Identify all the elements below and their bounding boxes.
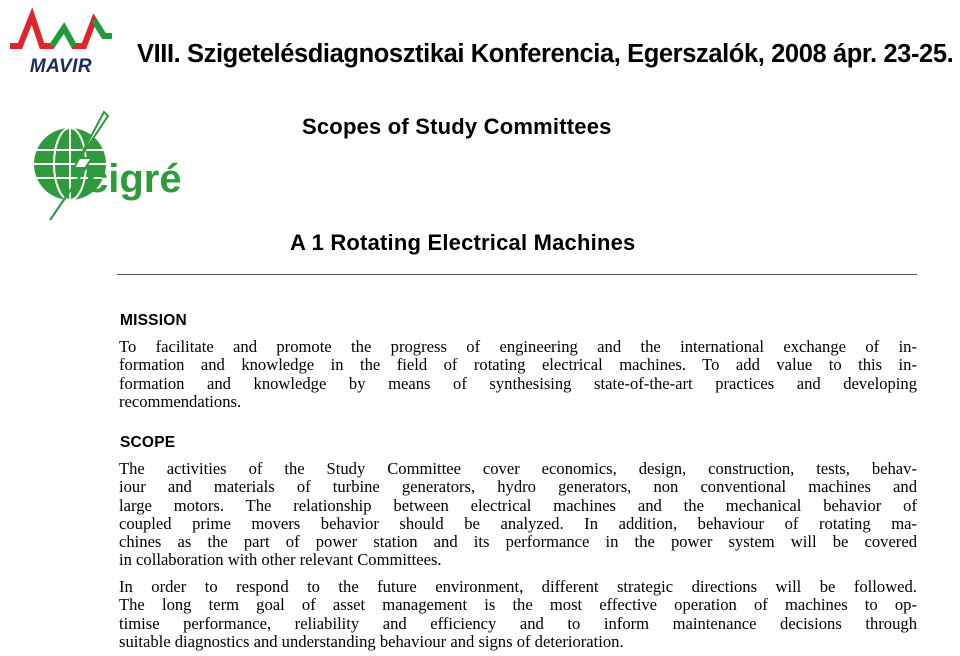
scope-paragraph-2 bbox=[119, 578, 917, 651]
paragraph-line: in collaboration with other relevant Committees. bbox=[119, 550, 442, 570]
paragraph-line: formation and knowledge in the field of rotating electrical machines. To add value to this in- bbox=[119, 355, 917, 375]
divider bbox=[117, 274, 917, 275]
mavir-logo-text: MAVIR bbox=[29, 56, 93, 77]
paragraph-line: coupled prime movers behavior should be analyzed. In addition, behaviour of rotating ma- bbox=[119, 513, 917, 533]
mission-heading: MISSION bbox=[120, 312, 187, 329]
paragraph-line: iour and materials of turbine generators, hydro generators, non conventional machines and bbox=[119, 477, 917, 497]
document-title: Scopes of Study Committees bbox=[302, 114, 612, 139]
scope-heading: SCOPE bbox=[120, 434, 176, 451]
paragraph-line: To facilitate and promote the progress of engineering and the international exchange of in- bbox=[119, 337, 917, 356]
paragraph-line: suitable diagnostics and understanding behaviour and signs of deterioration. bbox=[119, 631, 624, 651]
paragraph-line: formation and knowledge by means of synthesising state-of-the-art practices and developing bbox=[119, 373, 917, 393]
paragraph-line: The long term goal of asset management is the most effective operation of machines to op- bbox=[119, 595, 917, 615]
paragraph-line: chines as the part of power station and its performance in the power system will be covered bbox=[119, 532, 917, 552]
paragraph-line: timise performance, reliability and efficiency and to inform maintenance decisions through bbox=[119, 613, 917, 633]
paragraph-line: recommendations. bbox=[119, 391, 242, 411]
cigre-logo-text: cigré bbox=[86, 157, 182, 201]
cigre-logo-mark bbox=[28, 110, 208, 222]
paragraph-line: large motors. The relationship between electrical machines and the mechanical behavior of bbox=[119, 495, 917, 515]
paragraph-line: In order to respond to the future environment, different strategic directions will be followed. bbox=[119, 577, 917, 596]
cigre-logo bbox=[28, 110, 208, 222]
mavir-logo-mark bbox=[8, 6, 114, 58]
paragraph-line: The activities of the Study Committee cover economics, design, construction, tests, behav- bbox=[119, 459, 917, 478]
committee-title: A 1 Rotating Electrical Machines bbox=[290, 230, 636, 255]
mission-paragraph bbox=[119, 338, 917, 411]
scope-paragraph-1 bbox=[119, 460, 917, 570]
mavir-logo bbox=[8, 6, 114, 76]
conference-title: VIII. Szigetelésdiagnosztikai Konferencia, Egerszalók, 2008 ápr. 23-25. bbox=[137, 40, 954, 68]
